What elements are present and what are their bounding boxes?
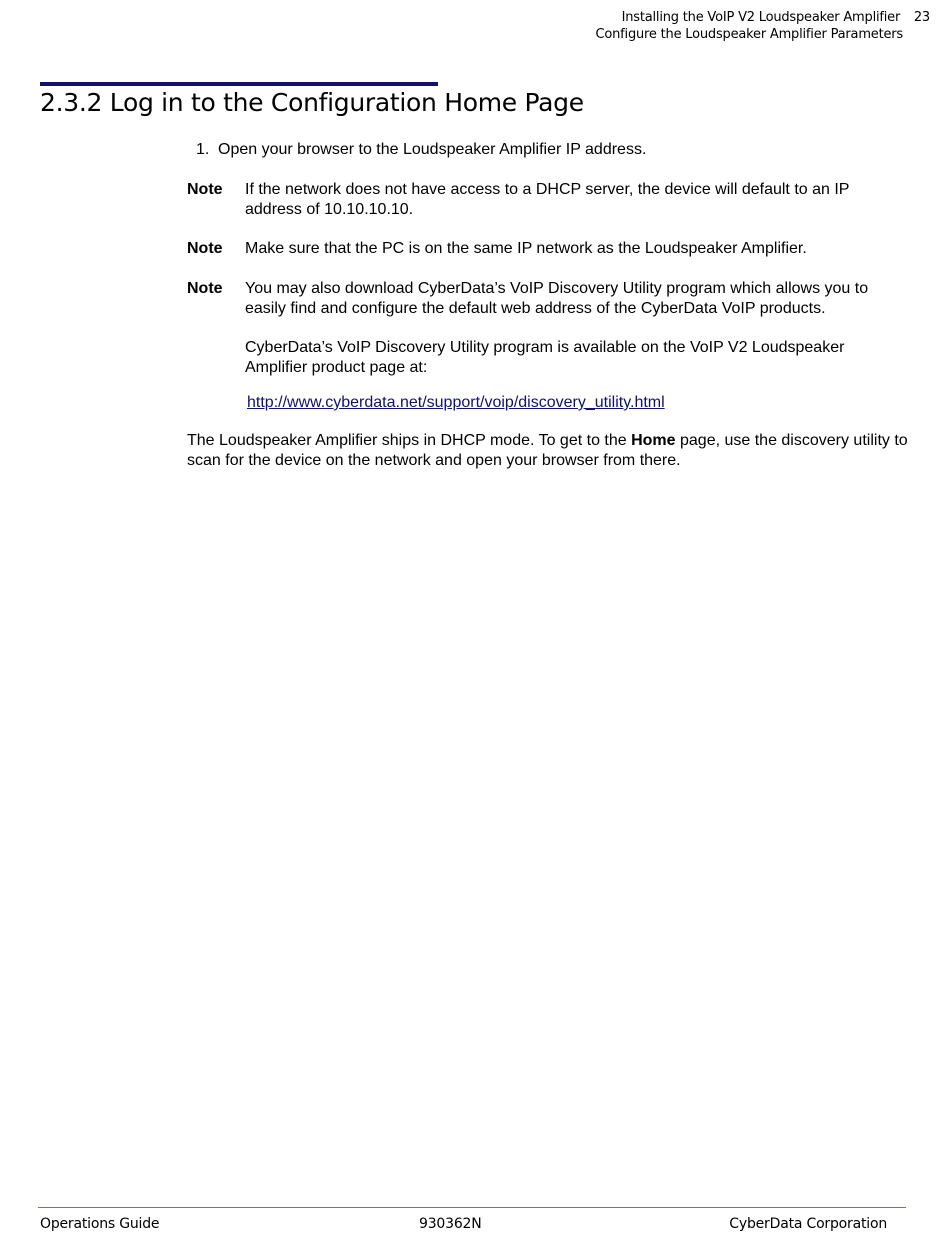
section-heading: 2.3.2 Log in to the Configuration Home Page (40, 88, 584, 117)
note-label: Note (187, 240, 223, 257)
note-label: Note (187, 181, 223, 198)
note-block (187, 239, 907, 259)
footer-left: Operations Guide (40, 1216, 160, 1232)
heading-rule (40, 82, 438, 86)
home-bold-text: Home (631, 432, 676, 449)
paragraph-text: page, use the discovery utility to scan for the device on the network and open your browser from there. (187, 432, 908, 469)
step-item (196, 141, 646, 159)
page-number: 23 (913, 10, 930, 25)
note-label: Note (187, 280, 223, 297)
running-header (595, 9, 930, 43)
note-text: You may also download CyberData’s VoIP Discovery Utility program which allows you to easily find and configure the default web address of the CyberData VoIP products. (245, 280, 869, 317)
paragraph-text: The Loudspeaker Amplifier ships in DHCP mode. To get to the (187, 432, 632, 449)
step-text: Open your browser to the Loudspeaker Amplifier IP address. (218, 141, 647, 158)
note-text: Make sure that the PC is on the same IP network as the Loudspeaker Amplifier. (245, 240, 807, 257)
footer-rule (38, 1207, 906, 1208)
footer-right: CyberData Corporation (729, 1216, 887, 1232)
header-chapter: Installing the VoIP V2 Loudspeaker Amplifier (621, 10, 901, 25)
note-block (187, 279, 907, 378)
header-section: Configure the Loudspeaker Amplifier Parameters (595, 27, 903, 42)
note-block (187, 180, 907, 220)
discovery-utility-link[interactable]: http://www.cyberdata.net/support/voip/discovery_utility.html (247, 394, 665, 411)
note-text: If the network does not have access to a DHCP server, the device will default to an IP address of 10.10.10.10. (245, 181, 850, 218)
body-paragraph (187, 431, 909, 471)
footer-center: 930362N (419, 1216, 482, 1232)
step-number: 1. (196, 141, 210, 158)
note-followup-text: CyberData’s VoIP Discovery Utility program is available on the VoIP V2 Loudspeaker Amplifier product page at: (245, 339, 845, 376)
